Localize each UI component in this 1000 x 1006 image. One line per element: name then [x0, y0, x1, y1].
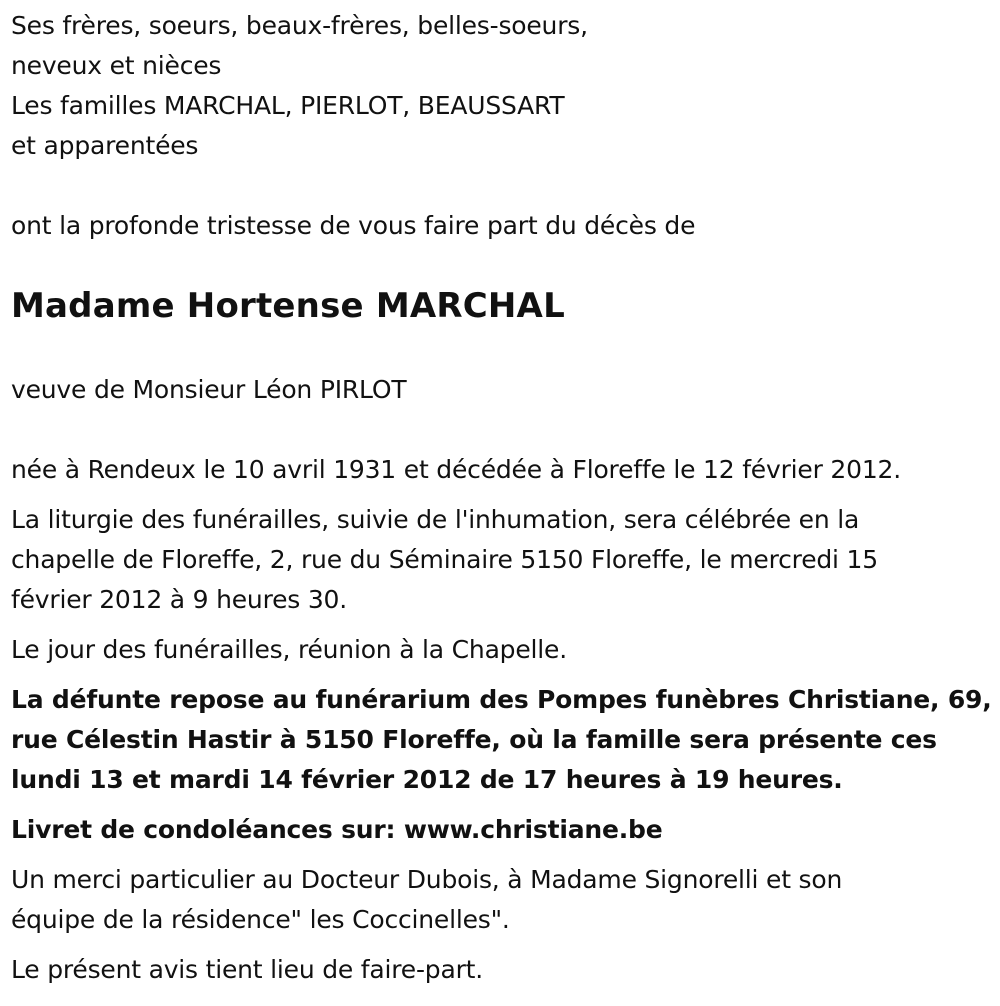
family-line: et apparentées: [11, 131, 199, 160]
announcement-text: ont la profonde tristesse de vous faire part du décès de: [11, 211, 696, 240]
family-line: neveux et nièces: [11, 51, 222, 80]
death-notice: [11, 6, 996, 990]
liturgy-block: [11, 500, 996, 620]
family-block: [11, 6, 996, 166]
widow-of-text: veuve de Monsieur Léon PIRLOT: [11, 375, 407, 404]
funerarium-line: La défunte repose au funérarium des Pompes funèbres Christiane, 69,: [11, 685, 992, 714]
thanks-line: équipe de la résidence" les Coccinelles".: [11, 905, 510, 934]
funerarium-line: lundi 13 et mardi 14 février 2012 de 17 heures à 19 heures.: [11, 765, 843, 794]
liturgy-line: La liturgie des funérailles, suivie de l'inhumation, sera célébrée en la: [11, 505, 860, 534]
closing-text: Le présent avis tient lieu de faire-part.: [11, 955, 484, 984]
liturgy-line: février 2012 à 9 heures 30.: [11, 585, 348, 614]
thanks-block: [11, 860, 996, 940]
condolences-text: Livret de condoléances sur: www.christiane.be: [11, 815, 663, 844]
birth-death-text: née à Rendeux le 10 avril 1931 et décédée à Floreffe le 12 février 2012.: [11, 455, 901, 484]
thanks-line: Un merci particulier au Docteur Dubois, à Madame Signorelli et son: [11, 865, 843, 894]
funerarium-block: [11, 680, 996, 800]
liturgy-line: chapelle de Floreffe, 2, rue du Séminaire 5150 Floreffe, le mercredi 15: [11, 545, 878, 574]
family-line: Ses frères, soeurs, beaux-frères, belles-soeurs,: [11, 11, 588, 40]
meeting-text: Le jour des funérailles, réunion à la Chapelle.: [11, 635, 567, 664]
family-line: Les familles MARCHAL, PIERLOT, BEAUSSART: [11, 91, 565, 120]
funerarium-line: rue Célestin Hastir à 5150 Floreffe, où la famille sera présente ces: [11, 725, 937, 754]
deceased-name: Madame Hortense MARCHAL: [11, 286, 565, 326]
